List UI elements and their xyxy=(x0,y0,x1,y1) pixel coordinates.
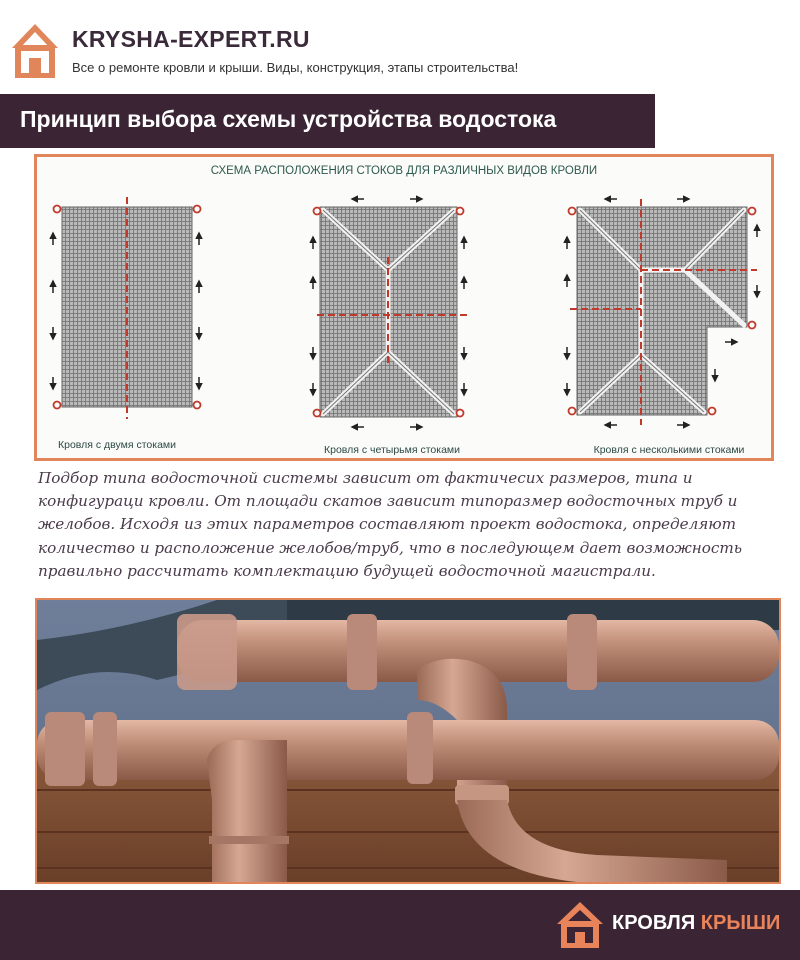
house-logo-icon[interactable] xyxy=(10,22,60,78)
roof-several-drains xyxy=(567,199,757,456)
site-name[interactable]: KRYSHA-EXPERT.RU xyxy=(72,26,310,52)
footer-brand-part1: КРОВЛЯ xyxy=(612,912,696,934)
roof-drain-diagram xyxy=(34,154,774,461)
roof-four-drains xyxy=(313,199,467,456)
roof-two-drains xyxy=(53,197,201,451)
house-logo-icon[interactable] xyxy=(555,900,605,948)
diagram-heading: СХЕМА РАСПОЛОЖЕНИЯ СТОКОВ ДЛЯ РАЗЛИЧНЫХ ВИДОВ КРОВЛИ xyxy=(210,165,598,177)
caption-four-drains: Кровля с четырьмя стоками xyxy=(323,444,461,456)
gutter-pipes-photo xyxy=(37,600,779,882)
body-paragraph: Подбор типа водосточной системы зависит от фактичесих размеров, типа и конфигураци кровли. От площади скатов зависит типоразмер водосточных труб и желобов. Исходя из этих параметров составляют проект водостока, определяют количество и расположение желобов/труб, что в последующем дает возможность правильно рассчитать комплектацию будущей водосточной магистрали. xyxy=(38,469,743,580)
page-title: Принцип выбора схемы устройства водостока xyxy=(20,106,557,132)
footer-brand[interactable] xyxy=(612,912,780,935)
diagram-svg xyxy=(37,157,771,458)
title-bar xyxy=(0,94,655,148)
gutter-photo xyxy=(35,598,781,884)
site-tagline: Все о ремонте кровли и крыши. Виды, конструкция, этапы строительства! xyxy=(72,60,519,75)
footer-brand-part2: КРЫШИ xyxy=(700,912,781,934)
caption-several-drains: Кровля с несколькими стоками xyxy=(593,444,745,456)
footer xyxy=(0,890,800,960)
caption-two-drains: Кровля с двумя стоками xyxy=(58,439,176,451)
